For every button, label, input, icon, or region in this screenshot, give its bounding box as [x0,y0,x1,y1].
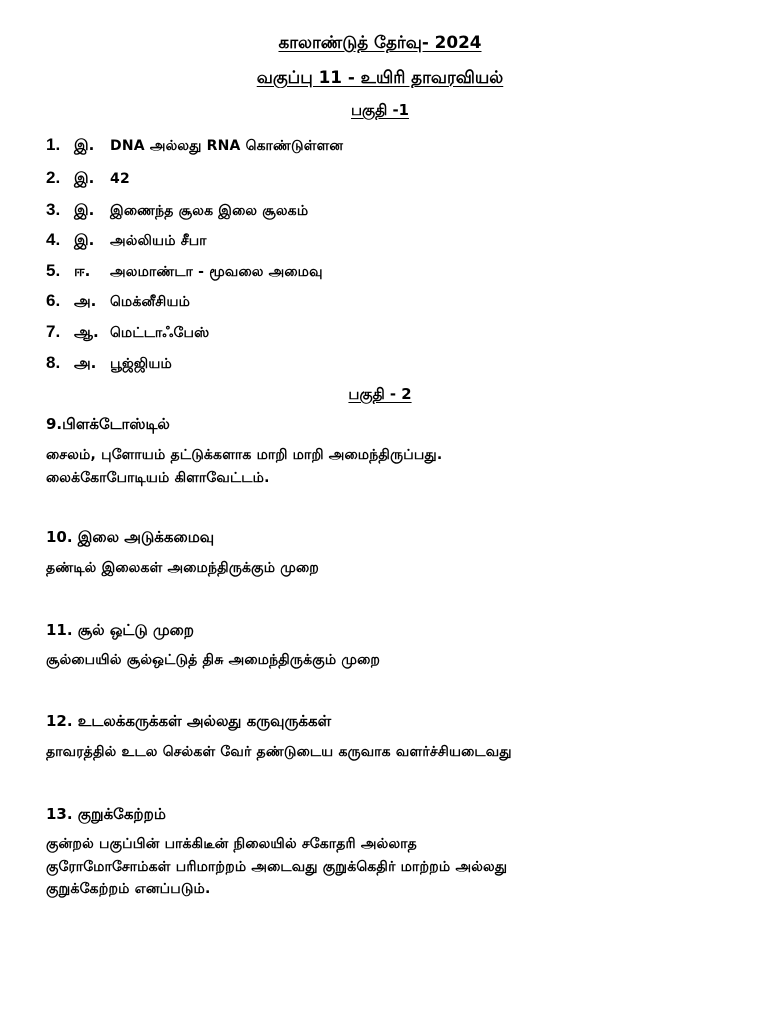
answer-line: குன்றல் பகுப்பின் பாக்கிடீன் நிலையில் சகோதரி அல்லாத [46,836,417,852]
item-number: 6. [46,291,61,310]
answer-line: சைலம், புளோயம் தட்டுக்களாக மாறி மாறி அமைந்திருப்பது. [46,447,443,463]
item-answer: இணைந்த சூலக இலை சூலகம் [110,203,309,219]
item-option: இ. [74,136,95,154]
question-title: 9.பிளக்டோஸ்டில் [46,415,170,433]
list-item [46,353,172,374]
list-item [46,200,308,221]
list-item [46,135,343,156]
class-subject-title: வகுப்பு 11 - உயிரி தாவரவியல் [256,68,504,88]
list-item [46,322,209,343]
list-item [46,168,130,189]
item-option: இ. [74,231,95,249]
exam-title: காலாண்டுத் தேர்வு- 2024 [278,33,482,53]
item-option: இ. [74,169,95,187]
item-number: 5. [46,261,61,280]
item-option: அ. [74,292,97,310]
item-answer: அலமாண்டா - மூவலை அமைவு [110,264,323,280]
item-option: ஈ. [74,262,91,280]
answer-line: லைக்கோபோடியம் கிளாவேட்டம். [46,470,270,486]
item-number: 2. [46,168,61,187]
list-item [46,261,323,282]
item-number: 3. [46,200,61,219]
question-title: 13. குறுக்கேற்றம் [46,805,166,823]
item-answer: அல்லியம் சீபா [110,233,207,249]
item-answer: மெக்னீசியம் [110,294,191,310]
item-number: 4. [46,230,61,249]
item-answer: DNA அல்லது RNA கொண்டுள்ளன [110,138,344,154]
item-answer: 42 [110,171,130,187]
question-title: 10. இலை அடுக்கமைவு [46,528,215,546]
answer-line: குறுக்கேற்றம் எனப்படும். [46,881,211,897]
item-option: இ. [74,201,95,219]
answer-line: தாவரத்தில் உடல செல்கள் வேர் தண்டுடைய கருவாக வளர்ச்சியடைவது [46,744,512,760]
list-item [46,291,190,312]
part2-heading: பகுதி - 2 [348,385,412,403]
item-option: அ. [74,354,97,372]
answer-line: தண்டில் இலைகள் அமைந்திருக்கும் முறை [46,560,319,576]
list-item [46,230,207,251]
item-number: 8. [46,353,61,372]
item-option: ஆ. [74,323,99,341]
item-answer: பூஜ்ஜியம் [110,356,173,372]
item-number: 1. [46,135,61,154]
item-answer: மெட்டாஃபேஸ் [110,325,210,341]
answer-line: குரோமோசோம்கள் பரிமாற்றம் அடைவது குறுக்கெதிர் மாற்றம் அல்லது [46,859,508,875]
question-title: 11. சூல் ஒட்டு முறை [46,621,195,639]
question-title: 12. உடலக்கருக்கள் அல்லது கருவுருக்கள் [46,712,332,730]
item-number: 7. [46,322,61,341]
part1-heading: பகுதி -1 [351,101,409,119]
answer-line: சூல்பையில் சூல்ஒட்டுத் திசு அமைந்திருக்கும் முறை [46,652,381,668]
